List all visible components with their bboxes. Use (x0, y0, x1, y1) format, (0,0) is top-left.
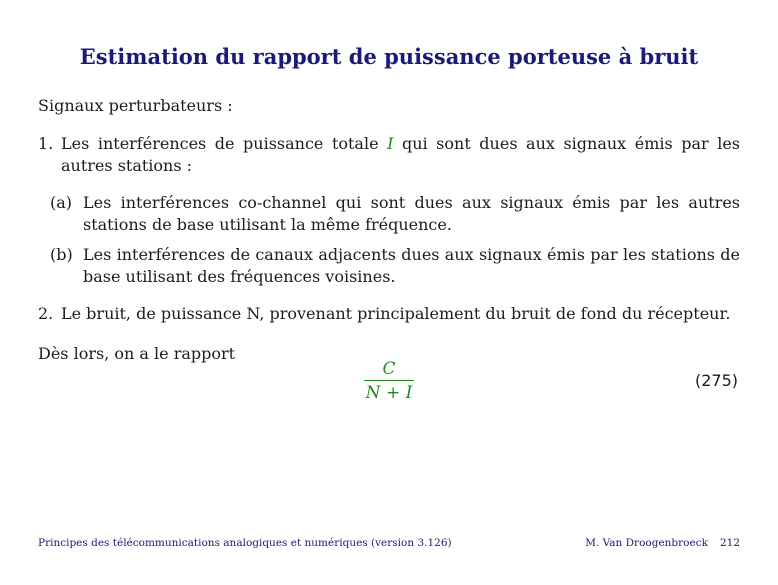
footer-author: M. Van Droogenbroeck (585, 537, 708, 549)
fraction-denominator: N + I (365, 383, 413, 403)
list-item-body (61, 133, 740, 177)
list-item-body: Le bruit, de puissance N, provenant principalement du bruit de fond du récepteur. (61, 304, 731, 323)
list-item-1 (38, 133, 740, 177)
sub-item-text: Les interférences co-channel qui sont dues aux signaux émis par les autres stations de base utilisant la même fréquence. (83, 193, 740, 234)
item1-text-after: qui sont dues aux signaux émis par les autres stations : (61, 134, 741, 175)
sub-item-letter: (b) (50, 245, 73, 264)
list-item-2 (38, 303, 740, 325)
fraction-numerator: C (382, 359, 396, 379)
footer-right (585, 537, 740, 549)
list-item-number: 2. (38, 304, 54, 323)
interference-symbol: I (387, 134, 394, 153)
intro-text: Signaux perturbateurs : (38, 96, 233, 115)
equation-fraction (362, 358, 416, 405)
slide-title: Estimation du rapport de puissance porteuse à bruit (79, 44, 699, 69)
footer-course-title: Principes des télécommunications analogiques et numériques (version 3.126) (38, 537, 452, 549)
equation-number: (275) (694, 371, 738, 390)
sub-item-b (50, 244, 740, 288)
conclusion-text: Dès lors, on a le rapport (38, 344, 236, 363)
sub-item-letter: (a) (50, 193, 73, 212)
sub-item-text: Les interférences de canaux adjacents dues aux signaux émis par les stations de base utilisant des fréquences voisines. (83, 245, 740, 286)
page-number: 212 (719, 537, 740, 549)
item1-text-before: Les interférences de puissance totale (61, 134, 379, 153)
list-item-number: 1. (38, 134, 54, 153)
sub-item-a (50, 192, 740, 236)
